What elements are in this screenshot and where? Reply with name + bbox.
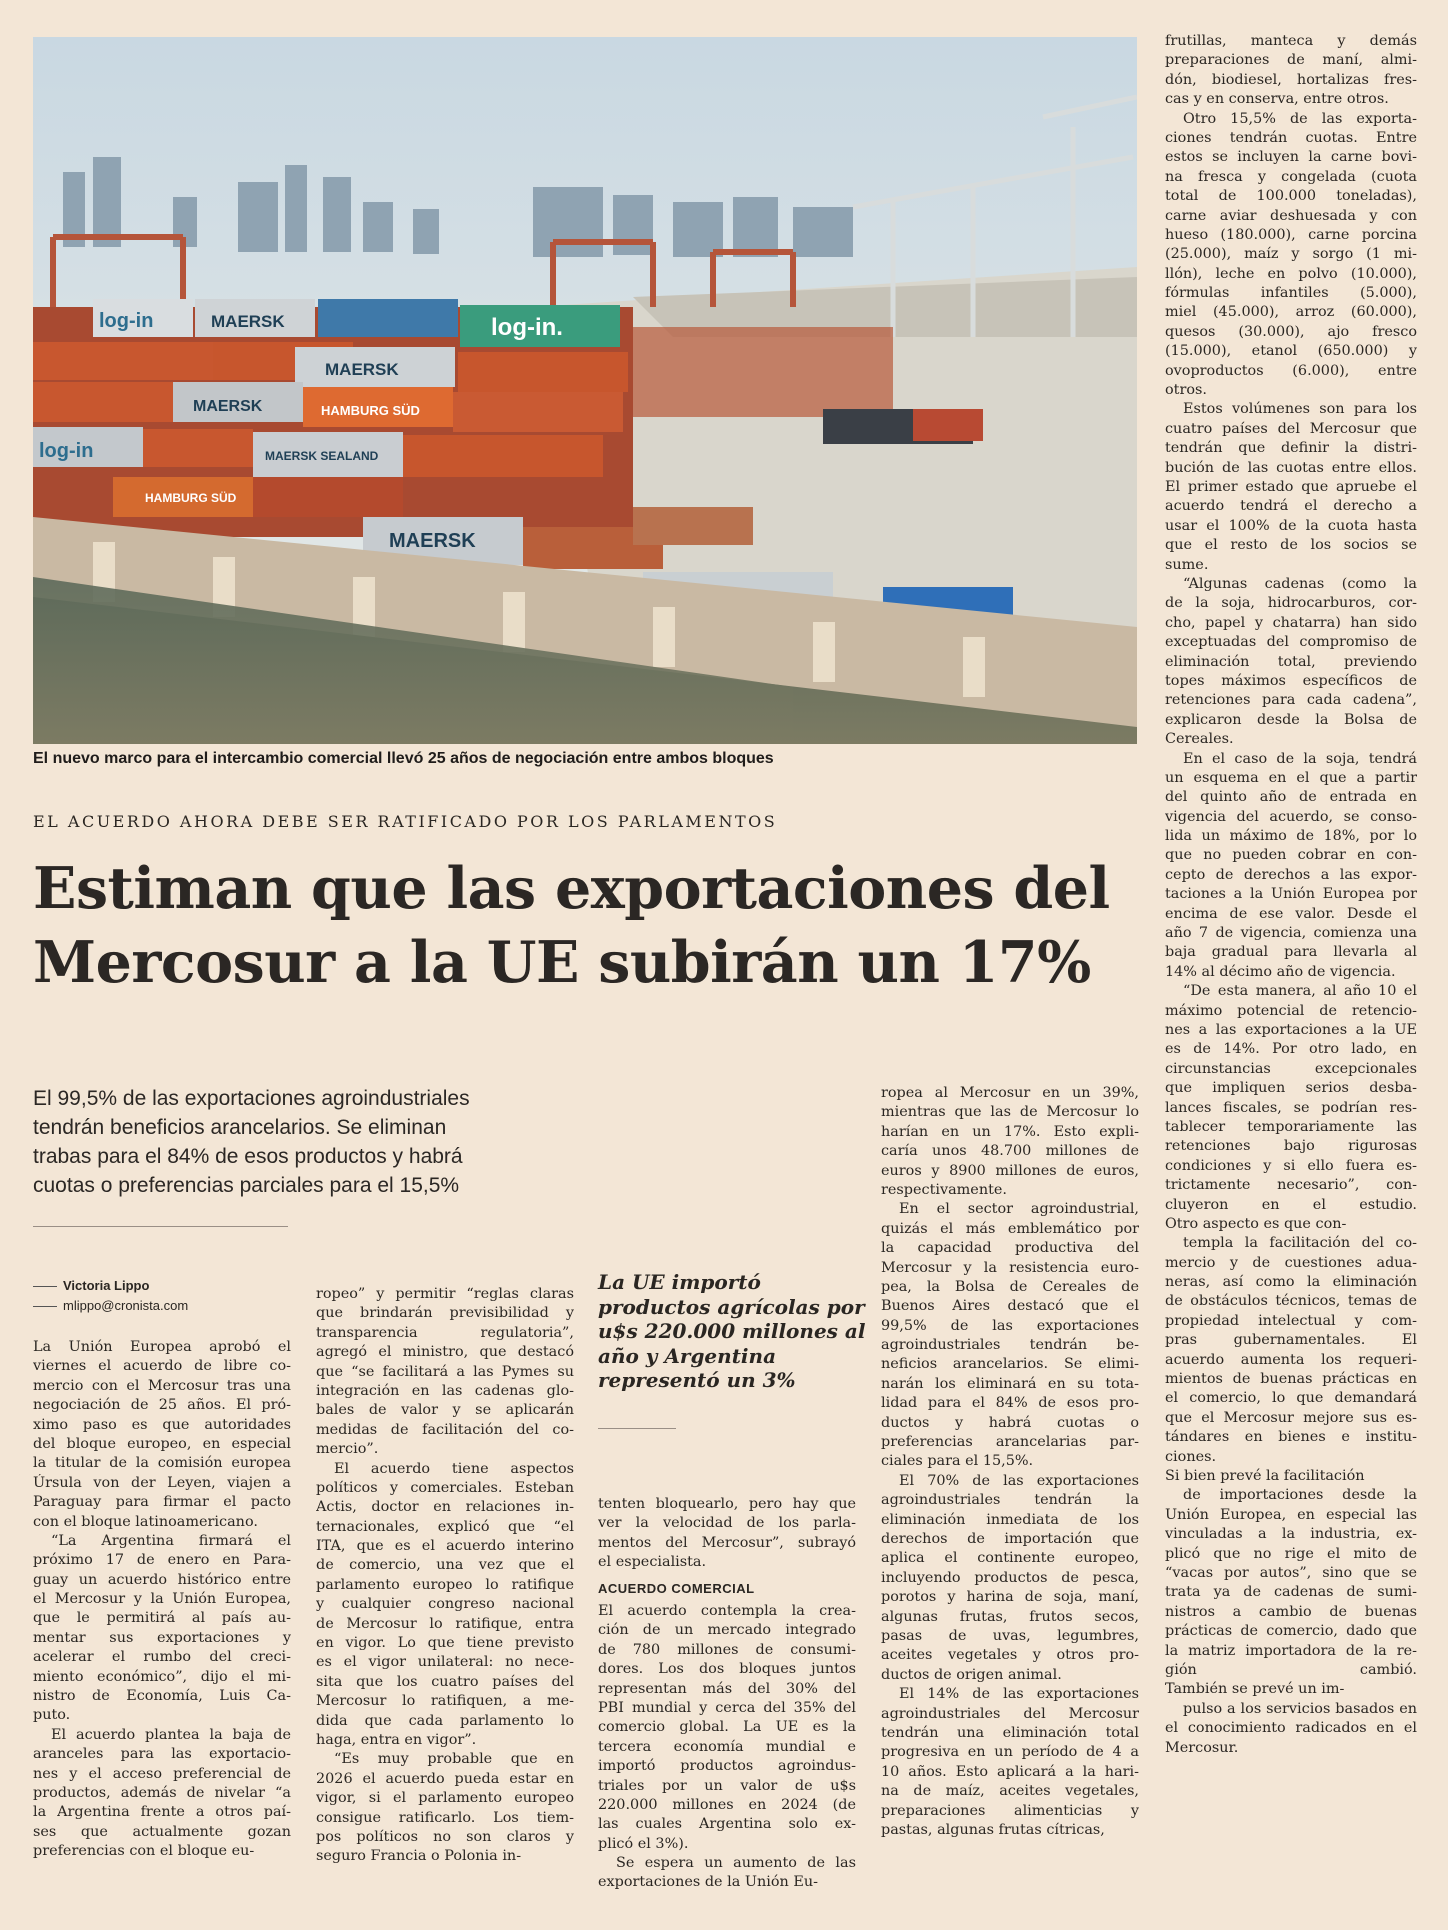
article-line: Mercosur.	[1165, 1739, 1239, 1756]
article-line: Si bien prevé la facilitación	[1165, 1468, 1365, 1484]
article-line: progresiva en un período de 4 a	[881, 1744, 1139, 1761]
article-line: total de 100.000 toneladas),	[1165, 188, 1417, 205]
article-column-1	[33, 1338, 291, 1862]
article-line: nistro de Economía, Luis Ca-	[33, 1688, 291, 1705]
article-line: propiedad intelectual y com-	[1165, 1312, 1417, 1329]
article-line: encima de ese valor. Desde el	[1165, 905, 1417, 922]
article-line: porotos y harina de soja, maní,	[881, 1589, 1139, 1606]
article-line: parlamento europeo lo ratifique	[316, 1576, 574, 1593]
article-line: que el Mercosur mejore sus es-	[1165, 1409, 1417, 1426]
byline	[33, 1276, 293, 1316]
article-line: na fresca y congelada (cuota	[1165, 168, 1417, 185]
article-line: La Unión Europea aprobó el	[33, 1339, 291, 1355]
article-line: del bloque europeo, en especial	[33, 1435, 291, 1452]
article-line: mercio”.	[316, 1441, 379, 1458]
article-line: integración en las cadenas glo-	[316, 1382, 574, 1399]
article-line: el especialista.	[598, 1554, 707, 1571]
article-line: topes máximos específicos de	[1165, 672, 1417, 689]
article-line: narán los eliminará en su tota-	[881, 1375, 1139, 1392]
article-line: El 70% de las exportaciones	[899, 1472, 1139, 1489]
article-line: eliminación total, previendo	[1165, 653, 1417, 670]
article-line: pea, la Bolsa de Cereales de	[881, 1278, 1139, 1295]
article-line: 2026 el acuerdo pueda estar en	[316, 1770, 574, 1787]
article-line: que “se facilitará a las Pymes su	[316, 1363, 574, 1380]
label-login-3: log-in	[39, 440, 94, 462]
article-line: gión cambió.	[1165, 1661, 1417, 1678]
article-line: eliminación inmediata de los	[881, 1511, 1139, 1528]
article-line: cepto de derechos a las expor-	[1165, 866, 1417, 883]
article-line: ovoproductos (6.000), entre	[1165, 362, 1417, 379]
article-line: derechos de importación que	[881, 1531, 1139, 1548]
summary-deck	[33, 1084, 503, 1200]
headline-line-1: Estiman que las exportaciones del	[33, 855, 1110, 922]
article-line: vigor, si el parlamento europeo	[316, 1790, 574, 1807]
article-line: pasas de uvas, legumbres,	[881, 1627, 1139, 1644]
article-line: El 14% de las exportaciones	[899, 1686, 1139, 1703]
article-line: usar el 100% de la cuota hasta	[1165, 517, 1417, 534]
article-line: que brindarán previsibilidad y	[316, 1305, 574, 1322]
article-line: condiciones y si ello fuera es-	[1165, 1157, 1417, 1174]
article-line: taciones a la Unión Europea por	[1165, 886, 1417, 903]
article-line: prácticas de comercio, dado que	[1165, 1623, 1417, 1640]
article-line: triales por un valor de u$s	[598, 1777, 856, 1794]
article-line: mientras que las de Mercosur lo	[881, 1104, 1139, 1121]
article-line: que el resto de los socios se	[1165, 537, 1417, 554]
article-line: agregó el ministro, que destacó	[316, 1344, 574, 1361]
article-line: Cereales.	[1165, 731, 1234, 748]
article-line: pras gubernamentales. El	[1165, 1332, 1417, 1349]
article-line: retenciones bajo rigurosas	[1165, 1138, 1417, 1155]
article-line: dores. Los dos bloques juntos	[598, 1661, 856, 1678]
pull-quote-line: representó un 3%	[598, 1368, 796, 1392]
article-column-4	[881, 1084, 1139, 1840]
article-line: negociación de 25 años. El pró-	[33, 1397, 291, 1414]
article-line: “vacas por autos”, sino que se	[1165, 1564, 1417, 1581]
article-line: sume.	[1165, 556, 1209, 573]
article-line: “La Argentina firmará el	[51, 1532, 291, 1549]
article-line: ses que actualmente gozan	[33, 1823, 291, 1840]
article-line: agroindustriales del Mercosur	[881, 1705, 1139, 1722]
article-line: frutillas, manteca y demás	[1165, 33, 1417, 49]
article-line: carne aviar deshuesada y con	[1165, 207, 1417, 224]
article-line: respectivamente.	[881, 1181, 1007, 1198]
kicker: EL ACUERDO AHORA DEBE SER RATIFICADO POR LOS PARLAMENTOS	[33, 812, 778, 831]
article-line: tándares en bienes e institu-	[1165, 1429, 1417, 1446]
summary-divider	[33, 1226, 288, 1227]
article-line: pulso a los servicios basados en	[1183, 1700, 1417, 1717]
article-line: medidas de facilitación del co-	[316, 1421, 574, 1438]
article-line: harían en un 17%. Esto expli-	[881, 1123, 1139, 1140]
article-line: productos, además de nivelar “a	[33, 1785, 291, 1802]
article-line: las cuales Argentina solo ex-	[598, 1816, 856, 1833]
article-line: caría unos 48.700 millones de	[881, 1143, 1139, 1160]
article-line: el conocimiento radicados en el	[1165, 1720, 1417, 1737]
article-line: vigencia del acuerdo, se conso-	[1165, 808, 1417, 825]
article-column-3	[598, 1495, 856, 1893]
summary-line: cuotas o preferencias parciales para el 15,5%	[33, 1174, 460, 1197]
article-line: Unión Europea, en especial las	[1165, 1506, 1417, 1523]
article-line: año 7 de vigencia, comienza una	[1165, 925, 1417, 942]
article-line: de Mercosur lo ratifique, entra	[316, 1615, 574, 1632]
article-line: miento económico”, dijo el mi-	[33, 1668, 291, 1685]
article-line: neras, así como la eliminación	[1165, 1274, 1417, 1291]
article-line: 10 años. Esto aplicará a la hari-	[881, 1763, 1139, 1780]
article-line: que le permitirá al país au-	[33, 1610, 291, 1627]
article-line: exceptuadas del compromiso de	[1165, 634, 1417, 651]
article-line: 99,5% de las exportaciones	[881, 1317, 1139, 1334]
article-line: dón, biodiesel, hortalizas fres-	[1165, 71, 1417, 88]
article-line: seguro Francia o Polonia in-	[316, 1848, 522, 1865]
article-line: mientos de buenas prácticas en	[1165, 1371, 1417, 1388]
article-line: bución de las cuotas entre ellos.	[1165, 459, 1417, 476]
label-hamburg-1: HAMBURG SÜD	[321, 403, 420, 418]
article-line: aranceles para las exportacio-	[33, 1746, 291, 1763]
article-line: trata ya de cadenas de sumi-	[1165, 1584, 1417, 1601]
article-line: otros.	[1165, 382, 1207, 399]
article-line: bales de valor y se aplicarán	[316, 1402, 574, 1419]
article-line: aplica el continente europeo,	[881, 1550, 1139, 1567]
article-line: dida que cada parlamento lo	[316, 1712, 574, 1729]
article-line: la titular de la comisión europea	[33, 1455, 291, 1472]
article-line: de la soja, hidrocarburos, cor-	[1165, 595, 1417, 612]
article-line: la Argentina frente a otros paí-	[33, 1804, 291, 1821]
article-line: El primer estado que apruebe el	[1165, 479, 1417, 496]
port-illustration	[33, 37, 1137, 744]
article-column-5	[1165, 32, 1417, 1758]
article-line: acuerdo tendrá el derecho a	[1165, 498, 1417, 515]
article-line: baja gradual para llevarla al	[1165, 944, 1417, 961]
headline-line-2: Mercosur a la UE subirán un 17%	[33, 929, 1091, 996]
article-line: 220.000 millones en 2024 (de	[598, 1796, 856, 1813]
article-line: El acuerdo contempla la crea-	[598, 1602, 856, 1619]
article-line: preparaciones de maní, almi-	[1165, 52, 1417, 69]
article-line: El acuerdo plantea la baja de	[51, 1726, 291, 1743]
article-line: El acuerdo tiene aspectos	[334, 1460, 574, 1477]
article-line: ropeo” y permitir “reglas claras	[316, 1286, 574, 1302]
label-maersk-4: MAERSK	[389, 530, 476, 552]
article-line: ver la velocidad de los parla-	[598, 1515, 856, 1532]
article-line: agroindustriales tendrán la	[881, 1492, 1139, 1509]
article-line: cho, papel y chatarra) han sido	[1165, 614, 1417, 631]
summary-line: tendrán beneficios arancelarios. Se eliminan	[33, 1116, 447, 1139]
article-line: nes y el acceso preferencial de	[33, 1765, 291, 1782]
article-line: pos políticos no son claros y	[316, 1828, 574, 1845]
article-line: quesos (30.000), ajo fresco	[1165, 323, 1417, 340]
port-photo	[33, 37, 1137, 744]
article-line: algunas frutas, frutos secos,	[881, 1608, 1139, 1625]
article-line: puto.	[33, 1707, 71, 1724]
article-line: mercio con el Mercosur tras una	[33, 1377, 291, 1394]
label-login-1: log-in	[99, 310, 154, 332]
article-line: ción de un mercado integrado	[598, 1622, 856, 1639]
article-line: viernes el acuerdo de libre co-	[33, 1358, 291, 1375]
article-line: (15.000), etanol (650.000) y	[1165, 343, 1417, 360]
section-subhead: ACUERDO COMERCIAL	[598, 1580, 755, 1596]
article-line: aceites vegetales y otros pro-	[881, 1647, 1139, 1664]
article-line: miel (45.000), arroz (60.000),	[1165, 304, 1417, 321]
article-line: templa la facilitación del co-	[1183, 1235, 1417, 1252]
label-login-2: log-in.	[491, 314, 563, 341]
article-line: ciones tendrán cuotas. Entre	[1165, 129, 1417, 146]
article-line: comercio global. La UE es la	[598, 1719, 856, 1736]
headline	[33, 852, 1143, 1000]
article-line: Paraguay para firmar el pacto	[33, 1494, 291, 1511]
article-line: cuatro países del Mercosur que	[1165, 420, 1417, 437]
article-line: Otro 15,5% de las exporta-	[1183, 110, 1417, 127]
article-line: PBI mundial y cerca del 35% del	[598, 1699, 856, 1716]
article-line: tercera economía mundial e	[598, 1738, 856, 1755]
article-line: haga, entra en vigor”.	[316, 1732, 477, 1748]
article-line: fórmulas infantiles (5.000),	[1165, 285, 1417, 302]
article-line: de importaciones desde la	[1183, 1487, 1417, 1504]
article-line: hueso (180.000), carne porcina	[1165, 226, 1417, 243]
article-line: es el vigor unilateral: no nece-	[316, 1654, 574, 1671]
article-line: circunstancias excepcionales	[1165, 1060, 1417, 1077]
label-maersk-3: MAERSK	[193, 398, 263, 415]
article-line: Buenos Aires destacó que el	[881, 1298, 1139, 1315]
article-line: preferencias con el bloque eu-	[33, 1843, 255, 1860]
article-line: preferencias arancelarias par-	[881, 1434, 1139, 1451]
article-line: trictamente necesario”, con-	[1165, 1177, 1417, 1194]
summary-line: El 99,5% de las exportaciones agroindustriales	[33, 1087, 470, 1110]
article-line: nistros a cambio de buenas	[1165, 1603, 1417, 1620]
label-maersk-1: MAERSK	[211, 312, 285, 331]
article-line: un esquema en el que a partir	[1165, 769, 1417, 786]
byline-dash	[33, 1286, 57, 1287]
article-line: Mercosur lo ratifiquen, a me-	[316, 1693, 574, 1710]
article-line: tendrán que definir la distri-	[1165, 440, 1417, 457]
article-line: de 780 millones de consumi-	[598, 1641, 856, 1658]
article-line: (25.000), maíz y sorgo (1 mi-	[1165, 246, 1417, 263]
article-line: acelerar el rumbo del creci-	[33, 1649, 291, 1666]
article-line: Actis, doctor en relaciones in-	[316, 1499, 574, 1516]
article-line: na de maíz, aceites vegetales,	[881, 1783, 1139, 1800]
article-line: “De esta manera, al año 10 el	[1183, 983, 1417, 1000]
article-line: vinculadas a la industria, ex-	[1165, 1526, 1417, 1543]
article-line: tenten bloquearlo, pero hay que	[598, 1496, 856, 1512]
article-line: incluyendo productos de pesca,	[881, 1569, 1139, 1586]
pull-quote-divider	[598, 1428, 676, 1429]
article-line: Se espera un aumento de las	[616, 1855, 856, 1872]
author-name: Victoria Lippo	[63, 1278, 150, 1293]
article-line: mercio y de cuestiones adua-	[1165, 1254, 1417, 1271]
article-line: máximo potencial de retencio-	[1165, 1002, 1417, 1019]
article-line: En el caso de la soja, tendrá	[1183, 750, 1417, 767]
article-line: agroindustriales tendrán be-	[881, 1337, 1139, 1354]
article-line: que impliquen serios desba-	[1165, 1080, 1417, 1097]
article-line: que no pueden cobrar en con-	[1165, 847, 1417, 864]
article-line: Otro aspecto es que con-	[1165, 1215, 1347, 1232]
article-line: es de 14%. Por otro lado, en	[1165, 1041, 1417, 1058]
article-line: explicaron desde la Bolsa de	[1165, 711, 1417, 728]
article-line: ITA, que es el acuerdo interino	[316, 1538, 574, 1555]
article-line: próximo 17 de enero en Para-	[33, 1552, 291, 1569]
article-line: importó productos agroindus-	[598, 1758, 856, 1775]
article-line: cas y en conserva, entre otros.	[1165, 91, 1389, 108]
article-line: sita que los cuatro países del	[316, 1673, 574, 1690]
article-line: 14% al décimo año de vigencia.	[1165, 963, 1396, 980]
article-line: cluyeron en el estudio.	[1165, 1196, 1417, 1213]
article-line: consigue ratificarlo. Los tiem-	[316, 1809, 574, 1826]
article-line: ropea al Mercosur en un 39%,	[881, 1085, 1139, 1101]
article-line: el comercio, lo que demandará	[1165, 1390, 1417, 1407]
article-line: preparaciones alimenticias y	[881, 1802, 1139, 1819]
article-line: acuerdo aumenta los requeri-	[1165, 1351, 1417, 1368]
article-column-2	[316, 1285, 574, 1867]
article-line: Mercosur y la resistencia euro-	[881, 1259, 1139, 1276]
label-maersk-sealand: MAERSK SEALAND	[265, 449, 379, 463]
pull-quote	[598, 1270, 868, 1393]
article-line: ductos de origen animal.	[881, 1666, 1062, 1683]
byline-dash	[33, 1306, 57, 1307]
article-line: en vigor. Lo que tiene previsto	[316, 1635, 574, 1652]
photo-caption: El nuevo marco para el intercambio comercial llevó 25 años de negociación entre ambos bloques	[33, 750, 774, 767]
article-line: “Es muy probable que en	[334, 1751, 574, 1768]
article-line: quizás el más emblemático por	[881, 1220, 1139, 1237]
article-line: plicó que no rige el mito de	[1165, 1545, 1417, 1562]
article-line: pastas, algunas frutas cítricas,	[881, 1821, 1105, 1838]
article-line: ternacionales, explicó que “el	[316, 1518, 574, 1535]
article-line: de comercio, una vez que el	[316, 1557, 574, 1574]
article-line: nes a las exportaciones a la UE	[1165, 1022, 1417, 1038]
article-line: con el bloque latinoamericano.	[33, 1513, 258, 1530]
article-line: plicó el 3%).	[598, 1835, 689, 1852]
author-email[interactable]: mlippo@cronista.com	[63, 1298, 189, 1313]
article-line: lances fiscales, se podrían res-	[1165, 1099, 1417, 1116]
article-line: mentar sus exportaciones y	[33, 1629, 291, 1646]
article-line: ductos y habrá cuotas o	[881, 1414, 1139, 1431]
article-line: tablecer temporariamente las	[1165, 1118, 1417, 1135]
article-line: llón), leche en polvo (10.000),	[1165, 265, 1417, 282]
article-line: euros y 8900 millones de euros,	[881, 1162, 1139, 1179]
article-line: el Mercosur y la Unión Europea,	[33, 1591, 291, 1608]
article-line: ximo paso es que autoridades	[33, 1416, 291, 1433]
article-line: “Algunas cadenas (como la	[1183, 575, 1417, 592]
article-line: tendrán una eliminación total	[881, 1724, 1139, 1741]
label-hamburg-2: HAMBURG SÜD	[145, 491, 237, 505]
article-line: exportaciones de la Unión Eu-	[598, 1874, 819, 1891]
pull-quote-line: u$s 220.000 millones al	[598, 1319, 866, 1343]
article-line: políticos y comerciales. Esteban	[316, 1479, 574, 1496]
article-line: estos se incluyen la carne bovi-	[1165, 149, 1417, 166]
article-line: lida un máximo de 18%, por lo	[1165, 828, 1417, 845]
article-line: retenciones para cada cadena”,	[1165, 692, 1417, 709]
pull-quote-line: año y Argentina	[598, 1343, 777, 1368]
article-line: ciales para el 15,5%.	[881, 1453, 1034, 1470]
article-line: y cualquier congreso nacional	[316, 1596, 574, 1613]
article-line: la capacidad productiva del	[881, 1240, 1139, 1257]
article-line: de obstáculos técnicos, temas de	[1165, 1293, 1417, 1310]
summary-line: trabas para el 84% de esos productos y habrá	[33, 1145, 463, 1168]
article-line: mentos del Mercosur”, subrayó	[598, 1534, 856, 1551]
article-line: la matriz importadora de la re-	[1165, 1642, 1417, 1659]
pull-quote-line: La UE importó	[598, 1270, 761, 1294]
article-line: Úrsula von der Leyen, viajen a	[33, 1474, 291, 1491]
article-line: También se prevé un im-	[1165, 1681, 1345, 1698]
article-line: transparencia regulatoria”,	[316, 1324, 574, 1341]
article-line: guay un acuerdo histórico entre	[33, 1571, 291, 1588]
article-line: del quinto año de entrada en	[1165, 789, 1417, 806]
article-line: representan más del 30% del	[598, 1680, 856, 1697]
article-line: neficios arancelarios. Se elimi-	[881, 1356, 1139, 1373]
label-maersk-2: MAERSK	[325, 360, 399, 379]
pull-quote-line: productos agrícolas por	[598, 1294, 865, 1319]
article-line: lidad para el 84% de esos pro-	[881, 1395, 1139, 1412]
article-line: Estos volúmenes son para los	[1183, 401, 1417, 418]
article-line: En el sector agroindustrial,	[899, 1201, 1139, 1218]
article-line: ciones.	[1165, 1448, 1217, 1465]
